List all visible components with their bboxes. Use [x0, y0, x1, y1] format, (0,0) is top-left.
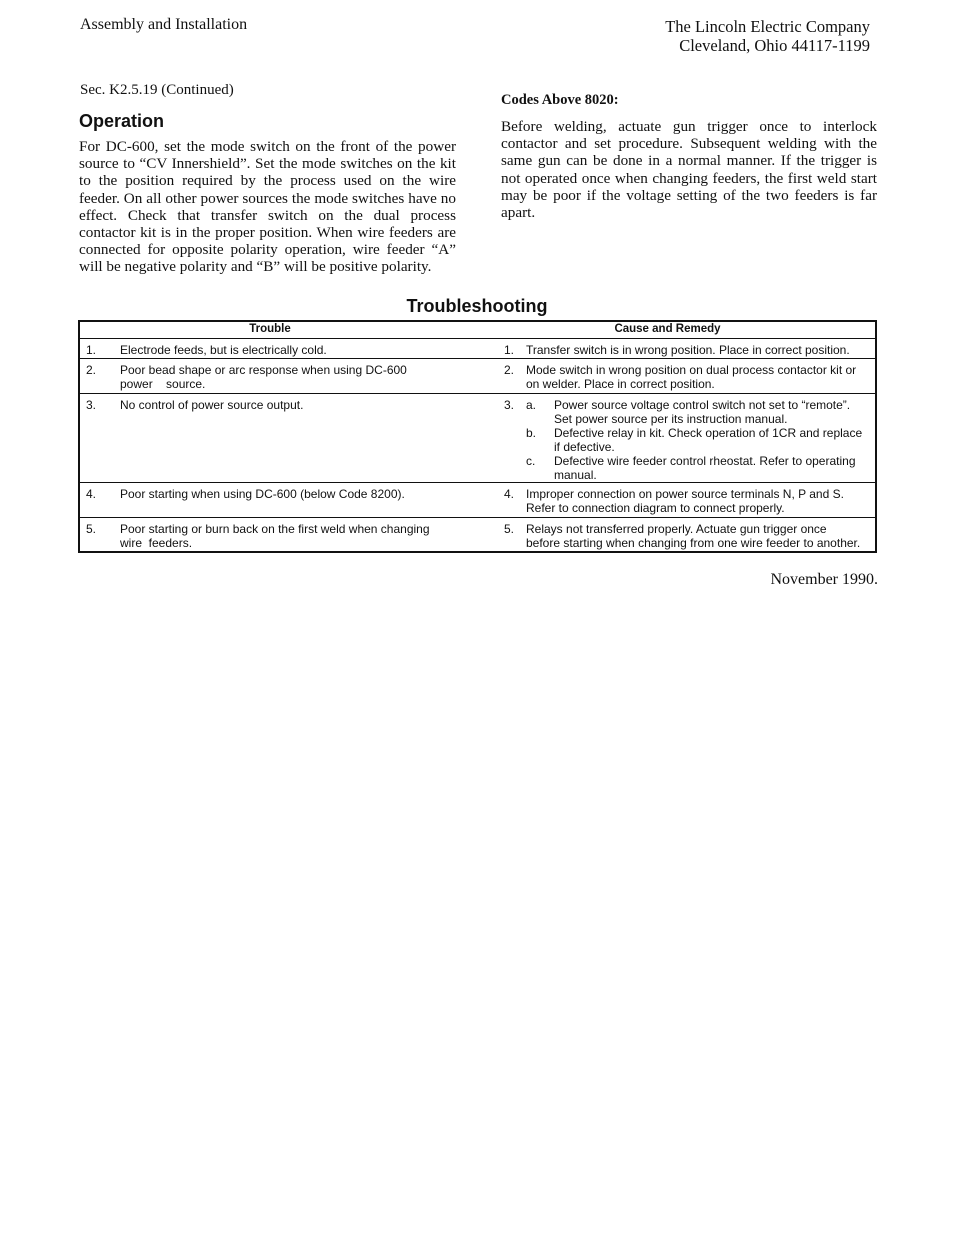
cause-cell	[500, 359, 875, 393]
table-row	[80, 483, 875, 518]
subitem-letter: c.	[526, 454, 536, 468]
subitem-letter: a.	[526, 398, 537, 412]
cause-number: 5.	[503, 522, 514, 536]
trouble-cell	[80, 394, 500, 482]
subitem-letter: b.	[526, 426, 537, 440]
cause-number: 2.	[503, 363, 514, 377]
header-cause-remedy: Cause and Remedy	[614, 323, 721, 335]
codes-heading: Codes Above 8020:	[501, 92, 619, 108]
trouble-number: 3.	[85, 398, 96, 412]
company-name: The Lincoln Electric Company	[665, 17, 870, 36]
operation-heading: Operation	[79, 111, 165, 131]
subitem-text: Defective relay in kit. Check operation of 1CR and replace if defective.	[554, 426, 863, 454]
subitem-text: Defective wire feeder control rheostat. Refer to operating manual.	[554, 454, 856, 482]
cause-number: 4.	[503, 487, 514, 501]
table-header	[80, 322, 875, 339]
cause-subitem	[526, 454, 875, 482]
cause-cell	[500, 394, 875, 482]
trouble-number: 2.	[85, 363, 96, 377]
trouble-cell	[80, 359, 500, 393]
codes-body: Before welding, actuate gun trigger once to interlock contactor and set procedure. Subsequent welding with the same gun can be done in a normal manner. If the trigger is not operated once when changing feeders, the first weld start may be poor if the voltage setting of the two feeders is far apart.	[501, 118, 877, 222]
trouble-cell	[80, 483, 500, 517]
cause-text: Improper connection on power source terminals N, P and S. Refer to connection diagram to connect properly.	[526, 487, 844, 515]
subitem-text: Power source voltage control switch not set to “remote”. Set power source per its instruction manual.	[554, 398, 851, 426]
trouble-text: Poor bead shape or arc response when using DC-600 power source.	[120, 363, 407, 391]
cause-cell	[500, 483, 875, 517]
cause-text: Relays not transferred properly. Actuate gun trigger once before starting when changing from one wire feeder to another.	[526, 522, 861, 550]
cause-sublist	[526, 398, 875, 482]
trouble-text: Poor starting or burn back on the first weld when changing wire feeders.	[120, 522, 430, 550]
trouble-number: 1.	[85, 343, 96, 357]
cause-subitem	[526, 426, 875, 454]
trouble-cell	[80, 518, 500, 551]
codes-section	[501, 92, 877, 221]
table-row	[80, 394, 875, 483]
header-trouble: Trouble	[249, 323, 291, 335]
table-row	[80, 518, 875, 551]
trouble-number: 4.	[85, 487, 96, 501]
cause-cell	[500, 339, 875, 358]
footer-date: November 1990.	[770, 571, 878, 588]
trouble-text: Electrode feeds, but is electrically cold.	[120, 343, 327, 357]
operation-body: For DC-600, set the mode switch on the front of the power source to “CV Innershield”. Set the mode switches on the kit to the position required by the process used on the wire feeder. On all other power sources the mode switches have no effect. Check that transfer switch on the dual process contactor kit is in the proper position. When wire feeders are connected for opposite polarity operation, wire feeder “A” will be negative polarity and “B” will be positive polarity.	[79, 138, 456, 276]
cause-number: 1.	[503, 343, 514, 357]
table-row	[80, 339, 875, 359]
operation-section	[79, 82, 456, 276]
troubleshooting-title: Troubleshooting	[406, 296, 548, 316]
header-left-title: Assembly and Installation	[80, 16, 248, 33]
cause-text: Mode switch in wrong position on dual process contactor kit or on welder. Place in correct position.	[526, 363, 857, 391]
trouble-cell	[80, 339, 500, 358]
cause-cell	[500, 518, 875, 551]
trouble-text: Poor starting when using DC-600 (below Code 8200).	[120, 487, 405, 501]
trouble-number: 5.	[85, 522, 96, 536]
trouble-text: No control of power source output.	[120, 398, 304, 412]
cause-text: Transfer switch is in wrong position. Place in correct position.	[526, 343, 850, 357]
section-reference: Sec. K2.5.19 (Continued)	[80, 82, 234, 98]
troubleshooting-table	[78, 320, 877, 553]
company-city: Cleveland, Ohio 44117-1199	[679, 36, 870, 55]
company-address	[665, 17, 870, 55]
cause-number: 3.	[503, 398, 514, 412]
cause-subitem	[526, 398, 875, 426]
table-row	[80, 359, 875, 394]
